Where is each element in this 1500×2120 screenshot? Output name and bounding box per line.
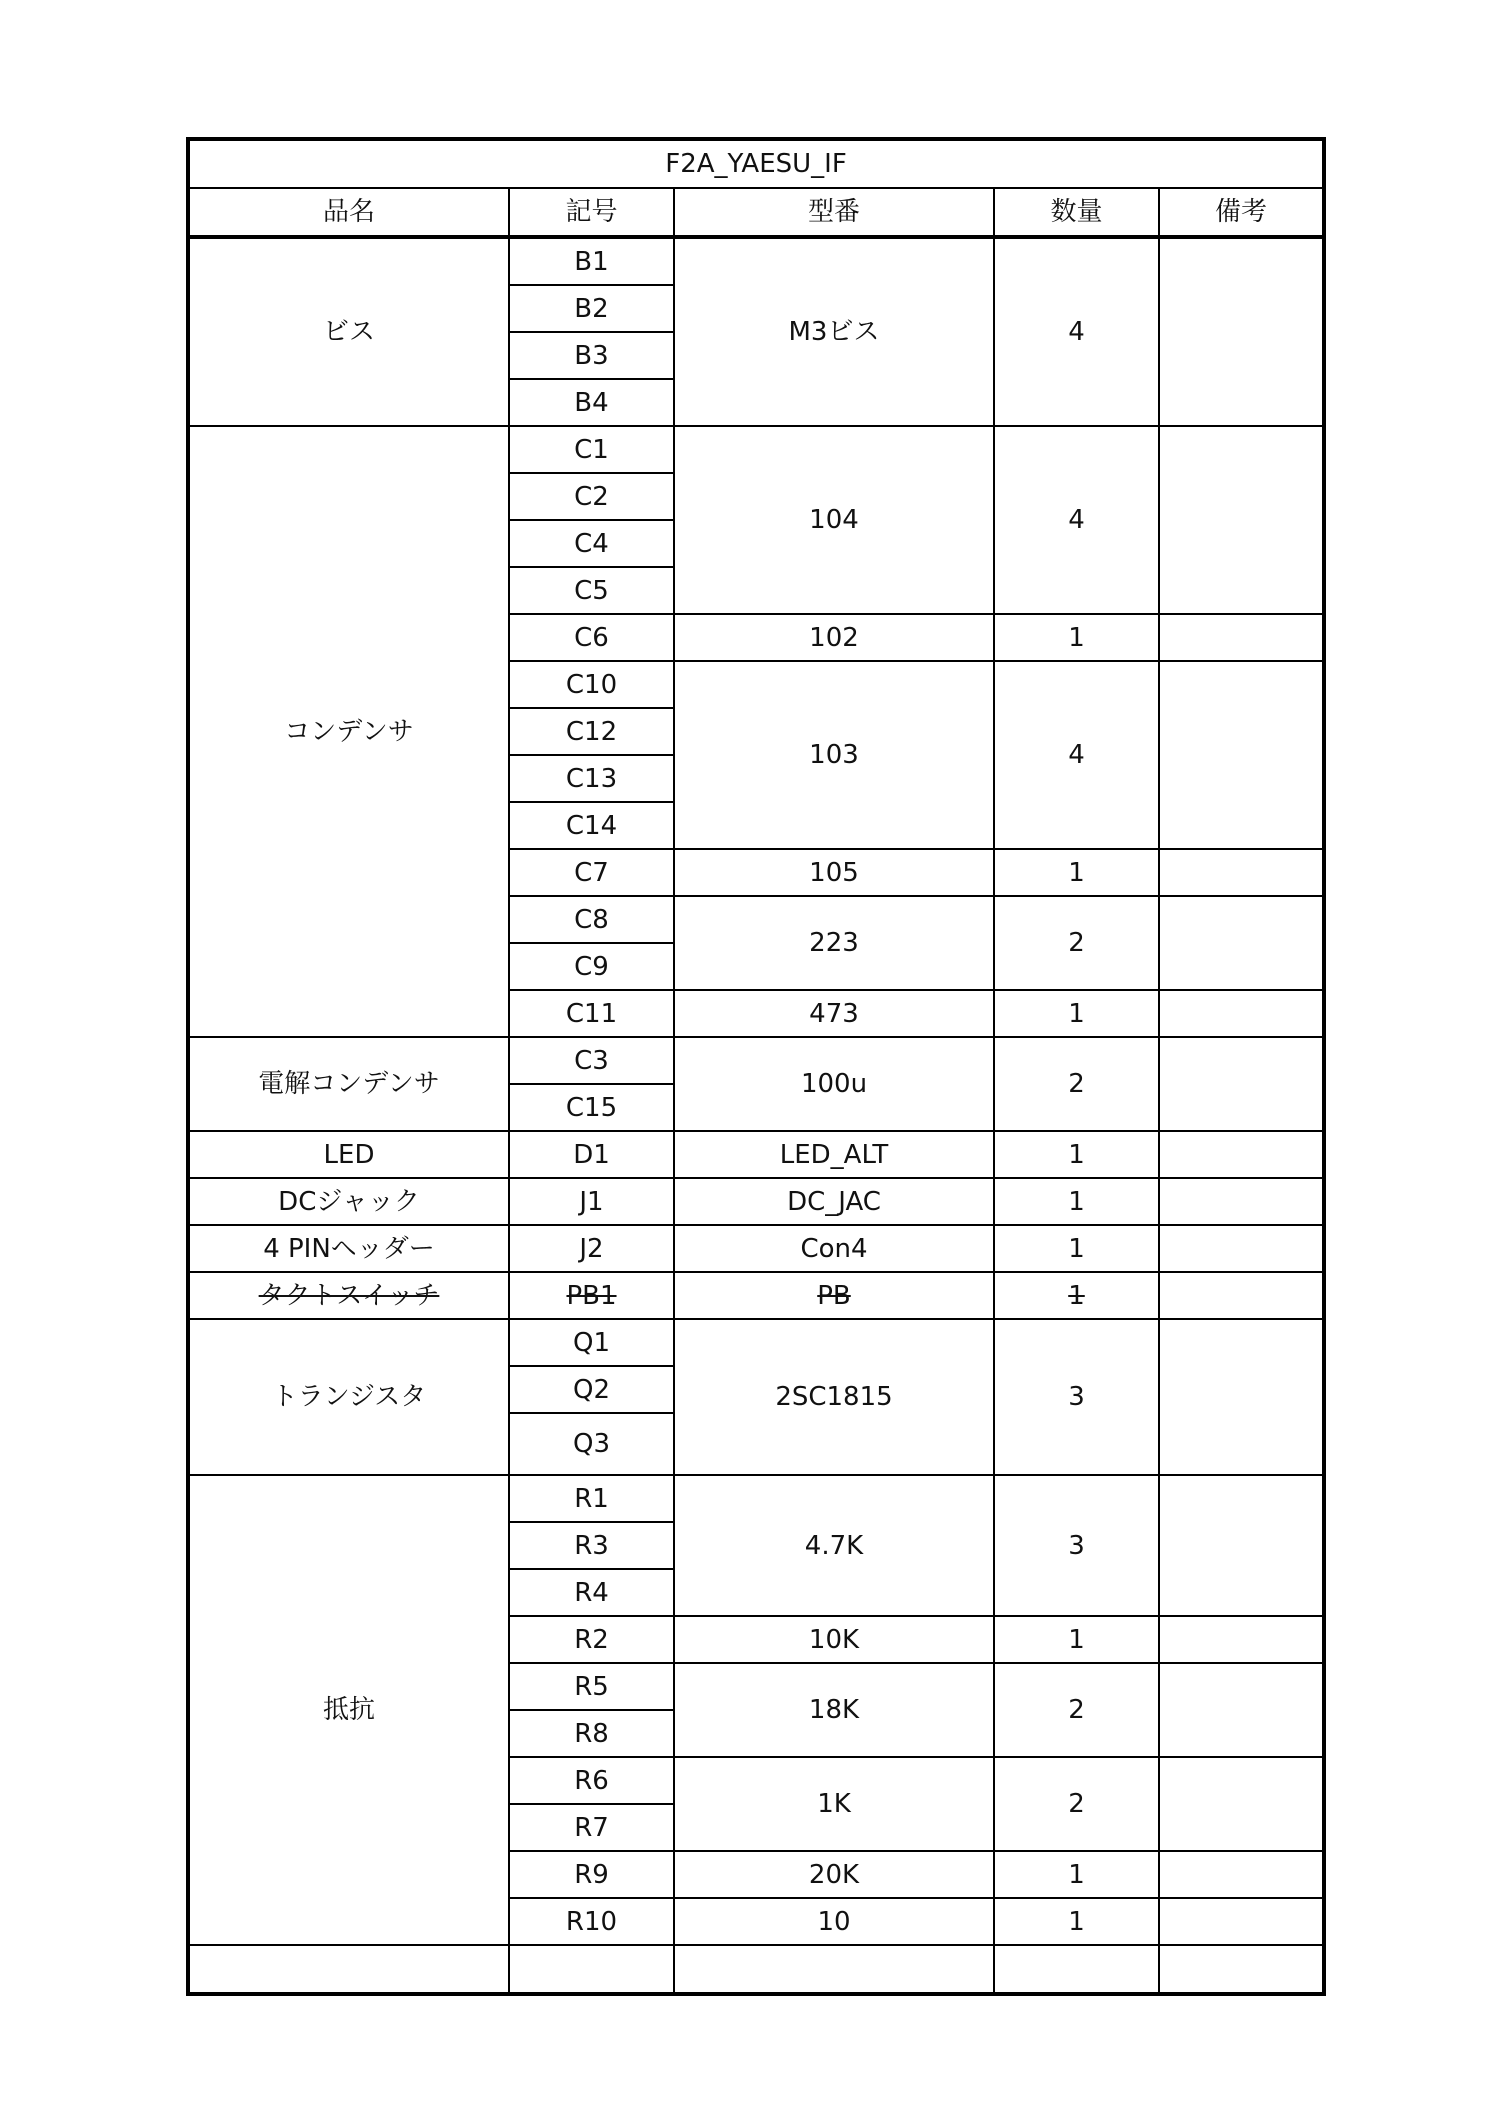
- empty-cell: [509, 1945, 674, 1994]
- part-number-cell: 105: [674, 849, 994, 896]
- part-name-cell: トランジスタ: [188, 1319, 509, 1475]
- table-row: [188, 426, 1324, 473]
- part-number-cell: 223: [674, 896, 994, 990]
- quantity-cell: 2: [994, 1037, 1159, 1131]
- part-number-cell: 103: [674, 661, 994, 849]
- part-number-cell: 100u: [674, 1037, 994, 1131]
- part-number-cell: 2SC1815: [674, 1319, 994, 1475]
- quantity-cell: 2: [994, 1757, 1159, 1851]
- ref-cell: C3: [509, 1037, 674, 1084]
- note-cell: [1159, 1475, 1324, 1616]
- part-number-cell: 18K: [674, 1663, 994, 1757]
- note-cell: [1159, 1037, 1324, 1131]
- table-row: [188, 1319, 1324, 1366]
- note-cell: [1159, 1319, 1324, 1475]
- header-qty: 数量: [994, 188, 1159, 237]
- struck-text: PB: [817, 1280, 851, 1311]
- ref-cell: B2: [509, 285, 674, 332]
- quantity-cell: 1: [994, 849, 1159, 896]
- quantity-cell: 1: [994, 990, 1159, 1037]
- quantity-cell: 2: [994, 1663, 1159, 1757]
- table-row: [188, 1037, 1324, 1084]
- ref-cell: C4: [509, 520, 674, 567]
- quantity-cell: 3: [994, 1319, 1159, 1475]
- note-cell: [1159, 1178, 1324, 1225]
- bom-table: [186, 137, 1326, 1996]
- table-row: [188, 237, 1324, 285]
- note-cell: [1159, 1225, 1324, 1272]
- table-row: [188, 1475, 1324, 1522]
- ref-cell: C14: [509, 802, 674, 849]
- note-cell: [1159, 661, 1324, 849]
- empty-cell: [674, 1945, 994, 1994]
- ref-cell: C15: [509, 1084, 674, 1131]
- ref-cell: C11: [509, 990, 674, 1037]
- quantity-cell: 3: [994, 1475, 1159, 1616]
- part-number-cell: [674, 1272, 994, 1319]
- ref-cell: C12: [509, 708, 674, 755]
- part-number-cell: 473: [674, 990, 994, 1037]
- table-title: F2A_YAESU_IF: [188, 139, 1324, 188]
- header-note: 備考: [1159, 188, 1324, 237]
- quantity-cell: 1: [994, 614, 1159, 661]
- ref-cell: R6: [509, 1757, 674, 1804]
- note-cell: [1159, 614, 1324, 661]
- note-cell: [1159, 237, 1324, 426]
- quantity-cell: 4: [994, 237, 1159, 426]
- header-row: [188, 188, 1324, 237]
- note-cell: [1159, 1851, 1324, 1898]
- ref-cell: B4: [509, 379, 674, 426]
- part-name-cell: 4 PINヘッダー: [188, 1225, 509, 1272]
- quantity-cell: 4: [994, 661, 1159, 849]
- part-number-cell: 1K: [674, 1757, 994, 1851]
- ref-cell: D1: [509, 1131, 674, 1178]
- quantity-cell: 1: [994, 1178, 1159, 1225]
- part-name-cell: ビス: [188, 237, 509, 426]
- ref-cell: [509, 1272, 674, 1319]
- ref-cell: R1: [509, 1475, 674, 1522]
- part-number-cell: LED_ALT: [674, 1131, 994, 1178]
- part-name-cell: LED: [188, 1131, 509, 1178]
- note-cell: [1159, 1131, 1324, 1178]
- quantity-cell: 4: [994, 426, 1159, 614]
- ref-cell: Q1: [509, 1319, 674, 1366]
- title-row: [188, 139, 1324, 188]
- note-cell: [1159, 426, 1324, 614]
- empty-cell: [994, 1945, 1159, 1994]
- ref-cell: R4: [509, 1569, 674, 1616]
- empty-row: [188, 1945, 1324, 1994]
- part-name-cell: コンデンサ: [188, 426, 509, 1037]
- ref-cell: R8: [509, 1710, 674, 1757]
- part-number-cell: 4.7K: [674, 1475, 994, 1616]
- ref-cell: C9: [509, 943, 674, 990]
- ref-cell: C8: [509, 896, 674, 943]
- quantity-cell: 2: [994, 896, 1159, 990]
- quantity-cell: [994, 1272, 1159, 1319]
- ref-cell: C1: [509, 426, 674, 473]
- ref-cell: B1: [509, 237, 674, 285]
- note-cell: [1159, 1616, 1324, 1663]
- part-number-cell: M3ビス: [674, 237, 994, 426]
- quantity-cell: 1: [994, 1898, 1159, 1945]
- ref-cell: J2: [509, 1225, 674, 1272]
- ref-cell: C2: [509, 473, 674, 520]
- header-name: 品名: [188, 188, 509, 237]
- ref-cell: C7: [509, 849, 674, 896]
- table-row: [188, 1225, 1324, 1272]
- part-number-cell: DC_JAC: [674, 1178, 994, 1225]
- ref-cell: R7: [509, 1804, 674, 1851]
- empty-cell: [1159, 1945, 1324, 1994]
- ref-cell: C13: [509, 755, 674, 802]
- ref-cell: Q2: [509, 1366, 674, 1413]
- ref-cell: C5: [509, 567, 674, 614]
- part-name-cell: 抵抗: [188, 1475, 509, 1945]
- struck-text: 1: [1068, 1280, 1085, 1311]
- note-cell: [1159, 1272, 1324, 1319]
- ref-cell: R2: [509, 1616, 674, 1663]
- header-part: 型番: [674, 188, 994, 237]
- table-row: [188, 1131, 1324, 1178]
- part-number-cell: 102: [674, 614, 994, 661]
- quantity-cell: 1: [994, 1225, 1159, 1272]
- table-row: [188, 1178, 1324, 1225]
- part-number-cell: Con4: [674, 1225, 994, 1272]
- ref-cell: R9: [509, 1851, 674, 1898]
- struck-text: PB1: [566, 1280, 617, 1311]
- quantity-cell: 1: [994, 1131, 1159, 1178]
- part-number-cell: 10K: [674, 1616, 994, 1663]
- ref-cell: R3: [509, 1522, 674, 1569]
- ref-cell: R10: [509, 1898, 674, 1945]
- note-cell: [1159, 1663, 1324, 1757]
- part-name-cell: [188, 1272, 509, 1319]
- note-cell: [1159, 1898, 1324, 1945]
- note-cell: [1159, 896, 1324, 990]
- note-cell: [1159, 849, 1324, 896]
- header-ref: 記号: [509, 188, 674, 237]
- ref-cell: J1: [509, 1178, 674, 1225]
- quantity-cell: 1: [994, 1851, 1159, 1898]
- ref-cell: R5: [509, 1663, 674, 1710]
- ref-cell: C10: [509, 661, 674, 708]
- part-name-cell: DCジャック: [188, 1178, 509, 1225]
- note-cell: [1159, 990, 1324, 1037]
- ref-cell: C6: [509, 614, 674, 661]
- empty-cell: [188, 1945, 509, 1994]
- part-number-cell: 20K: [674, 1851, 994, 1898]
- part-number-cell: 104: [674, 426, 994, 614]
- struck-text: タクトスイッチ: [258, 1280, 440, 1311]
- ref-cell: Q3: [509, 1413, 674, 1475]
- note-cell: [1159, 1757, 1324, 1851]
- quantity-cell: 1: [994, 1616, 1159, 1663]
- part-number-cell: 10: [674, 1898, 994, 1945]
- part-name-cell: 電解コンデンサ: [188, 1037, 509, 1131]
- struck-table-row: [188, 1272, 1324, 1319]
- ref-cell: B3: [509, 332, 674, 379]
